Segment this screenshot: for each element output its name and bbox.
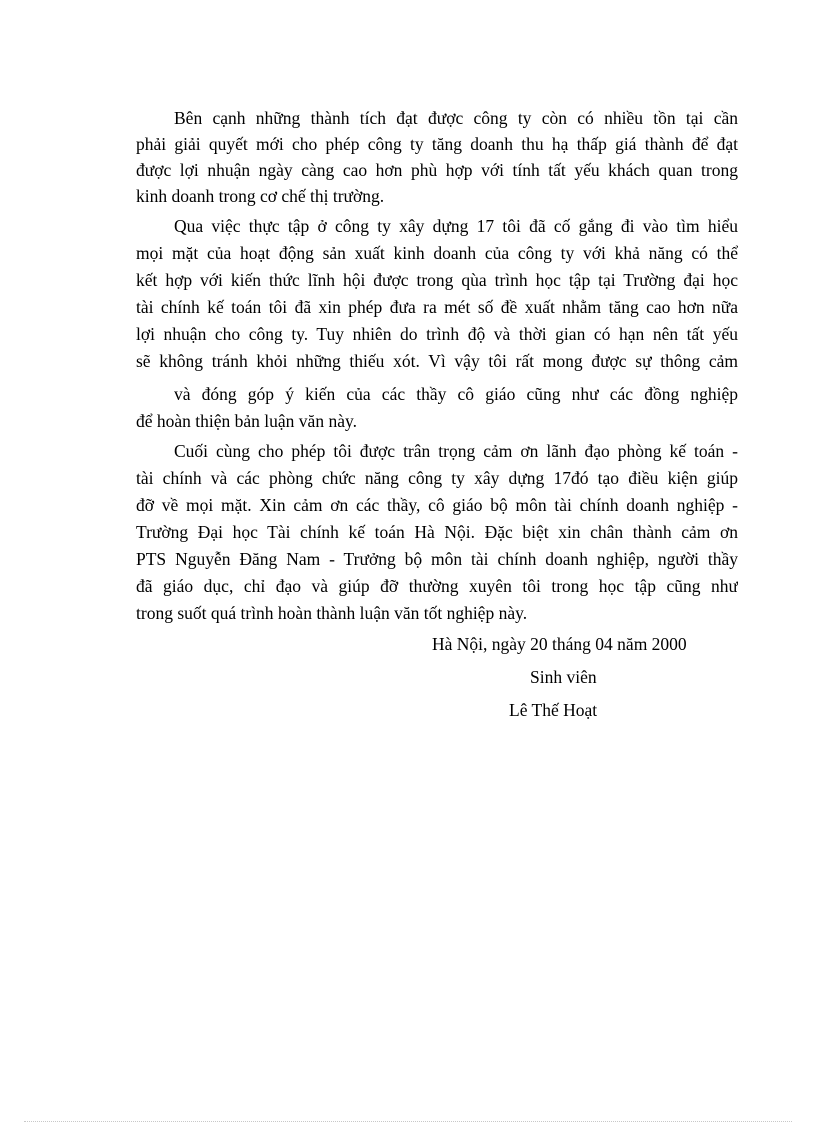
- paragraph-3-line-7: trong suốt quá trình hoàn thành luận văn tốt nghiệp này.: [136, 603, 528, 623]
- paragraph-1-line-1: Bên cạnh những thành tích đạt được công ty còn có nhiều tồn tại cần: [174, 108, 738, 128]
- paragraph-3-line-1: Cuối cùng cho phép tôi được trân trọng cảm ơn lãnh đạo phòng kế toán -: [174, 441, 738, 461]
- paragraph-3-line-3: đỡ về mọi mặt. Xin cảm ơn các thầy, cô giáo bộ môn tài chính doanh nghiệp -: [136, 495, 738, 515]
- paragraph-2-line-5: lợi nhuận cho công ty. Tuy nhiên do trình độ và thời gian có hạn nên tất yếu: [136, 324, 738, 344]
- paragraph-2-line-8: để hoàn thiện bản luận văn này.: [136, 411, 357, 431]
- signature-role: Sinh viên: [530, 667, 597, 687]
- paragraph-2-line-3: kết hợp với kiến thức lĩnh hội được trong qùa trình học tập tại Trường đại học: [136, 270, 738, 290]
- paragraph-3-line-2: tài chính và các phòng chức năng công ty xây dựng 17đó tạo điều kiện giúp: [136, 468, 738, 488]
- paragraph-3-line-4: Trường Đại học Tài chính kế toán Hà Nội. Đặc biệt xin chân thành cảm ơn: [136, 522, 738, 542]
- signature-place-date: Hà Nội, ngày 20 tháng 04 năm 2000: [432, 634, 687, 654]
- paragraph-1-line-3: được lợi nhuận ngày càng cao hơn phù hợp với tính tất yếu khách quan trong: [136, 160, 738, 180]
- paragraph-3-line-6: đã giáo dục, chỉ đạo và giúp đỡ thường xuyên tôi trong học tập cũng như: [136, 576, 738, 596]
- paragraph-3-line-5: PTS Nguyễn Đăng Nam - Trưởng bộ môn tài chính doanh nghiệp, người thầy: [136, 549, 738, 569]
- paragraph-2-line-7: và đóng góp ý kiến của các thầy cô giáo cũng như các đồng nghiệp: [174, 384, 738, 404]
- paragraph-1-line-2: phải giải quyết mới cho phép công ty tăng doanh thu hạ thấp giá thành để đạt: [136, 134, 738, 154]
- paragraph-2-line-6: sẽ không tránh khỏi những thiếu xót. Vì vậy tôi rất mong được sự thông cảm: [136, 351, 738, 371]
- page-bottom-border: [24, 1121, 792, 1122]
- paragraph-2-line-4: tài chính kế toán tôi đã xin phép đưa ra mét số đề xuất nhằm tăng cao hơn nữa: [136, 297, 738, 317]
- signature-name: Lê Thế Hoạt: [509, 700, 598, 720]
- paragraph-2-line-2: mọi mặt của hoạt động sản xuất kinh doanh của công ty với khả năng có thể: [136, 243, 738, 263]
- paragraph-2-line-1: Qua việc thực tập ở công ty xây dựng 17 tôi đã cố gắng đi vào tìm hiểu: [174, 216, 738, 236]
- paragraph-1-line-4: kinh doanh trong cơ chế thị trường.: [136, 186, 385, 206]
